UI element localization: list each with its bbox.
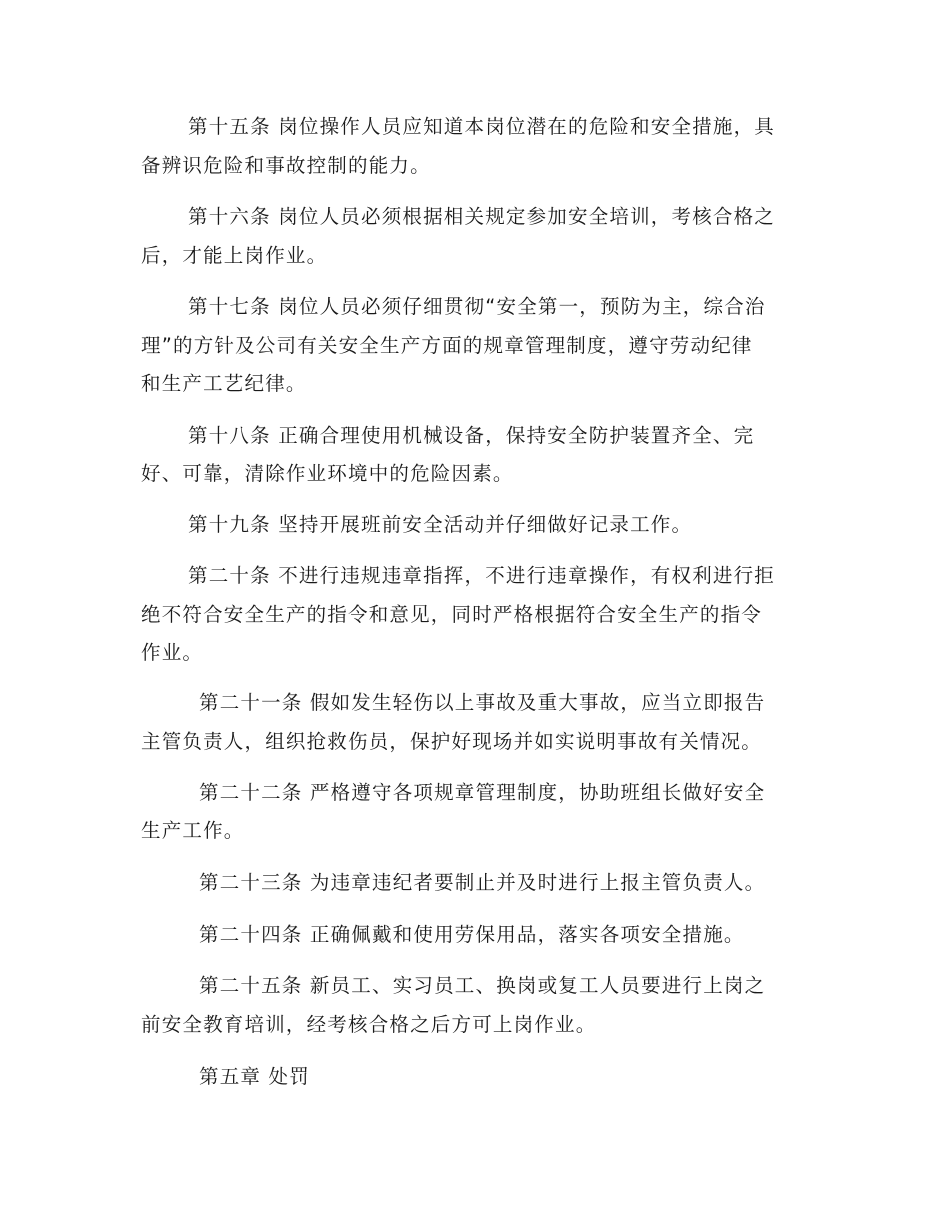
article-22-line-1: 第二十二条 严格遵守各项规章管理制度，协助班组长做好安全 — [199, 781, 766, 804]
article-19-line-1: 第十九条 坚持开展班前安全活动并仔细做好记录工作。 — [188, 513, 693, 536]
article-22-line-2: 生产工作。 — [141, 819, 245, 842]
article-24-line-1: 第二十四条 正确佩戴和使用劳保用品，落实各项安全措施。 — [199, 923, 745, 946]
article-18-line-2: 好、可靠，清除作业环境中的危险因素。 — [141, 462, 514, 485]
article-21-line-1: 第二十一条 假如发生轻伤以上事故及重大事故，应当立即报告 — [199, 691, 766, 714]
article-25-line-2: 前安全教育培训，经考核合格之后方可上岗作业。 — [141, 1013, 597, 1036]
article-20-line-1: 第二十条 不进行违规违章指挥，不进行违章操作，有权利进行拒 — [188, 564, 775, 587]
article-15-line-2: 备辨识危险和事故控制的能力。 — [141, 154, 431, 177]
article-17-line-3: 和生产工艺纪律。 — [141, 372, 307, 395]
article-15-line-1: 第十五条 岗位操作人员应知道本岗位潜在的危险和安全措施，具 — [188, 115, 775, 138]
article-23-line-1: 第二十三条 为违章违纪者要制止并及时进行上报主管负责人。 — [199, 871, 766, 894]
article-17-line-1: 第十七条 岗位人员必须仔细贯彻“安全第一，预防为主，综合治 — [188, 295, 766, 318]
article-21-line-2: 主管负责人，组织抢救伤员，保护好现场并如实说明事故有关情况。 — [141, 730, 763, 753]
article-18-line-1: 第十八条 正确合理使用机械设备，保持安全防护装置齐全、完 — [188, 424, 755, 447]
chapter-heading: 第五章 处罚 — [199, 1065, 310, 1088]
article-20-line-2: 绝不符合安全生产的指令和意见，同时严格根据符合安全生产的指令 — [141, 603, 763, 626]
article-16-line-1: 第十六条 岗位人员必须根据相关规定参加安全培训，考核合格之 — [188, 205, 775, 228]
article-16-line-2: 后，才能上岗作业。 — [141, 244, 328, 267]
article-17-line-2: 理”的方针及公司有关安全生产方面的规章管理制度，遵守劳动纪律 — [141, 334, 753, 357]
article-20-line-3: 作业。 — [141, 641, 204, 664]
article-25-line-1: 第二十五条 新员工、实习员工、换岗或复工人员要进行上岗之 — [199, 974, 766, 997]
